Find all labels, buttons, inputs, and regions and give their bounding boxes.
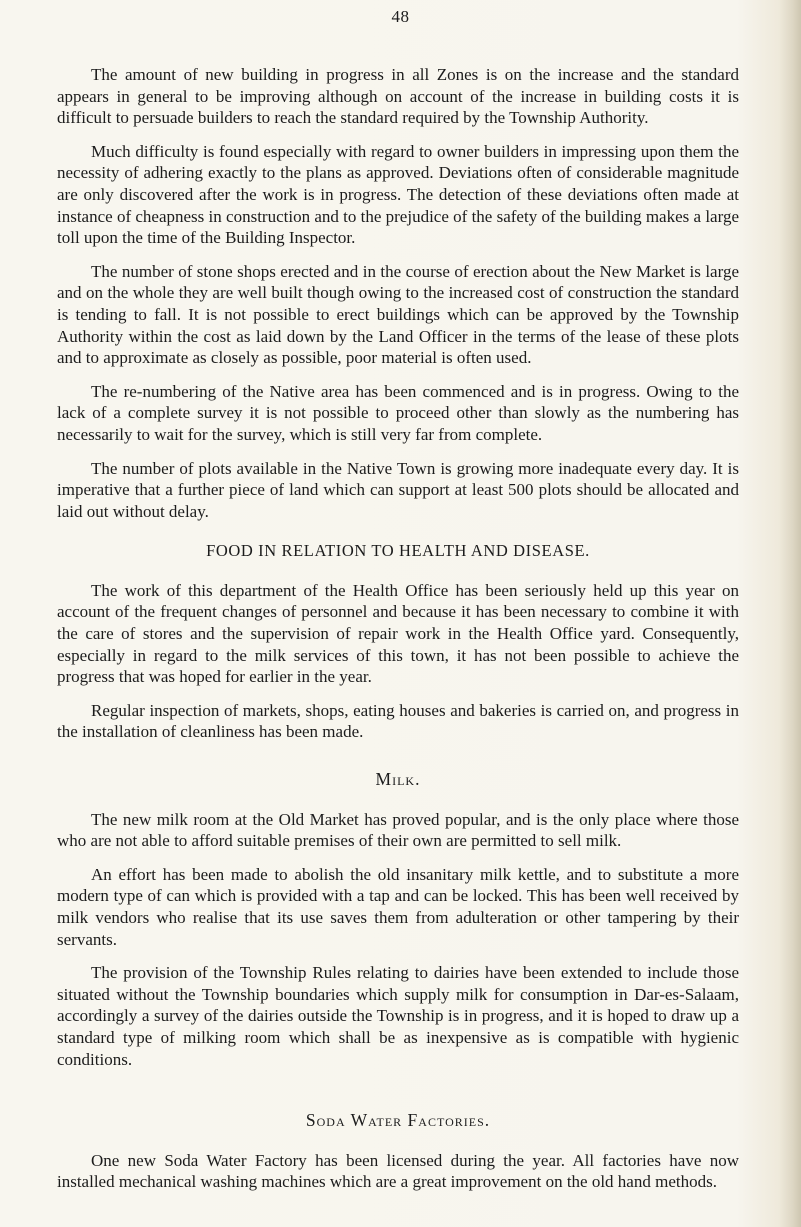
section-heading-soda: Soda Water Factories. xyxy=(305,1110,491,1131)
section-heading-food: FOOD IN RELATION TO HEALTH AND DISEASE. xyxy=(206,541,590,561)
paragraph: Much difficulty is found especially with regard to owner builders in impressing upon them the necessity of adhering exactly to the plans as approved. Deviations often of considerable magnitude are only discovered after the work is in progress. The detection of these deviations often made at instance of cheapness in construction and to the prejudice of the safety of the building makes a large toll upon the time of the Building Inspector. xyxy=(57,141,739,248)
paragraph: The number of plots available in the Native Town is growing more inadequate every day. It is imperative that a further piece of land which can support at least 500 plots should be allocated and laid out without delay. xyxy=(57,458,739,521)
paragraph: An effort has been made to abolish the old insanitary milk kettle, and to substitute a more modern type of can which is provided with a tap and can be locked. This has been well received by milk vendors who realise that its use saves them from adulteration or other tampering by their servants. xyxy=(57,864,739,949)
page-body xyxy=(57,64,739,1205)
paragraph: The work of this department of the Health Office has been seriously held up this year on account of the frequent changes of personnel and because it has been necessary to combine it with the care of stores and the supervision of repair work in the Health Office yard. Consequently, especially in regard to the milk services of this town, it has not been possible to achieve the progress that was hoped for earlier in the year. xyxy=(57,580,739,687)
paragraph: The amount of new building in progress in all Zones is on the increase and the standard appears in general to be improving although on account of the increase in building costs it is difficult to persuade builders to reach the standard required by the Township Authority. xyxy=(57,65,739,128)
paragraph: The new milk room at the Old Market has proved popular, and is the only place where those who are not able to afford suitable premises of their own are permitted to sell milk. xyxy=(57,809,739,851)
page-edge-shadow xyxy=(779,0,801,1227)
paragraph: The number of stone shops erected and in the course of erection about the New Market is large and on the whole they are well built though owing to the increased cost of construction the standard is tending to fall. It is not possible to erect buildings which can be approved by the Township Authority within the cost as laid down by the Land Officer in the terms of the lease of these plots and to approximate as closely as possible, poor material is often used. xyxy=(57,261,739,368)
paragraph: One new Soda Water Factory has been licensed during the year. All factories have now installed mechanical washing machines which are a great improvement on the old hand methods. xyxy=(57,1150,739,1192)
paragraph: The provision of the Township Rules relating to dairies have been extended to include those situated without the Township boundaries which supply milk for consumption in Dar-es-Salaam, accordingly a survey of the dairies outside the Township is in progress, and it is hoped to draw up a standard type of milking room which shall be as inexpensive as is compatible with hygienic conditions. xyxy=(57,963,739,1069)
paragraph: Regular inspection of markets, shops, eating houses and bakeries is carried on, and progress in the installation of cleanliness has been made. xyxy=(57,700,739,742)
section-heading-milk: Milk. xyxy=(375,769,421,790)
paragraph: The re-numbering of the Native area has been commenced and is in progress. Owing to the lack of a complete survey it is not possible to proceed other than slowly as the numbering has necessarily to wait for the survey, which is still very far from complete. xyxy=(57,381,739,444)
page-number: 48 xyxy=(391,7,410,26)
